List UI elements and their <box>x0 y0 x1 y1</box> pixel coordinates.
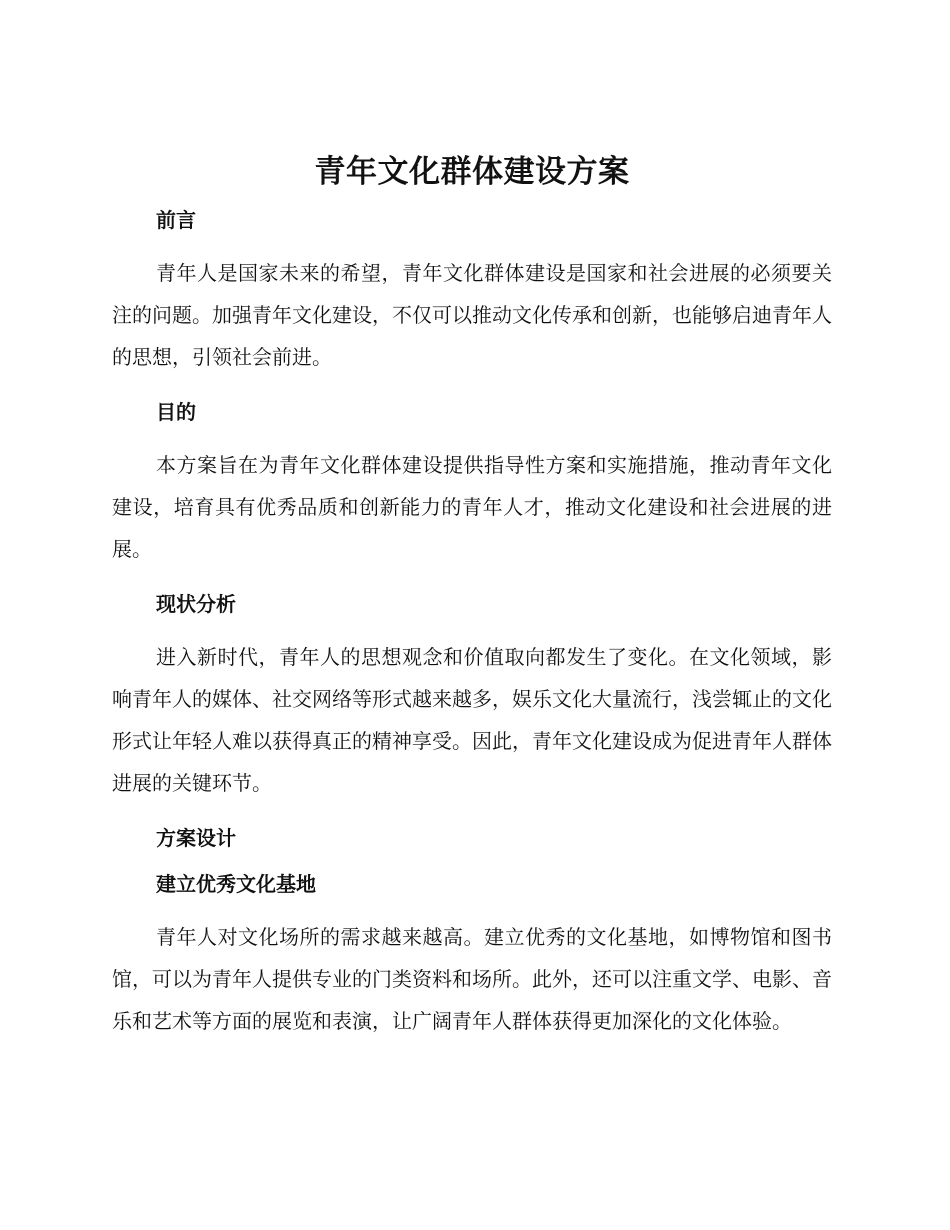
paragraph-culture-base: 青年人对文化场所的需求越来越高。建立优秀的文化基地，如博物馆和图书馆，可以为青年人提供专业的门类资料和场所。此外，还可以注重文学、电影、音乐和艺术等方面的展览和表演，让广阔青年人群体获得更加深化的文化体验。 <box>112 925 832 1033</box>
paragraph-purpose: 本方案旨在为青年文化群体建设提供指导性方案和实施措施，推动青年文化建设，培育具有优秀品质和创新能力的青年人才，推动文化建设和社会进展的进展。 <box>112 453 832 561</box>
document-page <box>112 148 832 1062</box>
paragraph-status: 进入新时代，青年人的思想观念和价值取向都发生了变化。在文化领域，影响青年人的媒体、社交网络等形式越来越多，娱乐文化大量流行，浅尝辄止的文化形式让年轻人难以获得真正的精神享受。因此，青年文化建设成为促进青年人群体进展的关键环节。 <box>112 645 832 795</box>
section-heading-status: 现状分析 <box>156 592 236 616</box>
section-heading-design: 方案设计 <box>156 826 236 850</box>
subsection-heading-culture-base: 建立优秀文化基地 <box>156 872 316 896</box>
paragraph-foreword: 青年人是国家未来的希望，青年文化群体建设是国家和社会进展的必须要关注的问题。加强青年文化建设，不仅可以推动文化传承和创新，也能够启迪青年人的思想，引领社会前进。 <box>112 261 832 369</box>
section-heading-foreword: 前言 <box>156 208 196 232</box>
section-heading-purpose: 目的 <box>156 400 196 424</box>
document-title: 青年文化群体建设方案 <box>314 154 630 190</box>
